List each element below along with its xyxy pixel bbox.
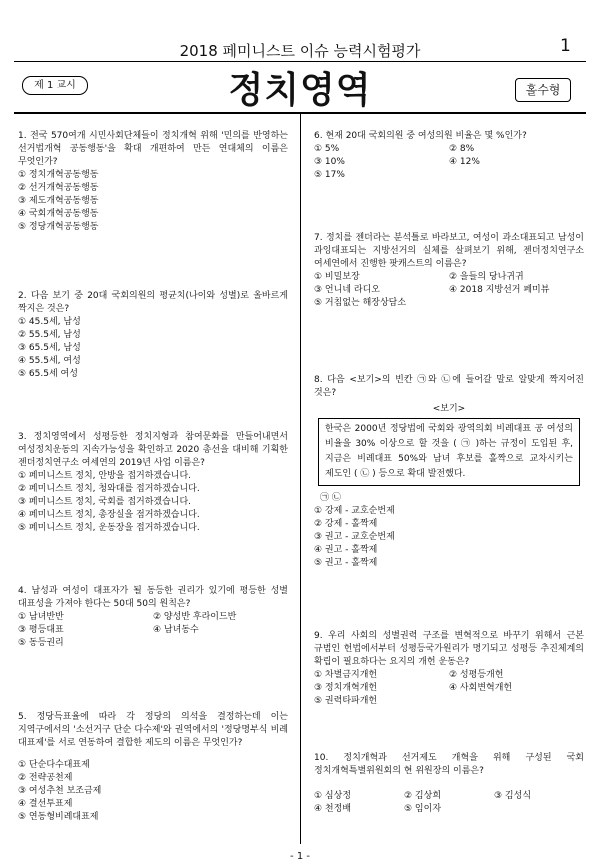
option-2[interactable]: ② 선거개혁공동행동	[18, 183, 99, 193]
option-2[interactable]: ② 전략공천제	[18, 773, 73, 783]
option-5[interactable]: ⑤ 권고 - 홀짝제	[314, 558, 378, 568]
option-3[interactable]: ③ 평등대표	[18, 625, 64, 635]
option-2[interactable]: ② 55.5세, 남성	[18, 330, 81, 340]
question-2	[18, 290, 288, 381]
question-8	[314, 374, 584, 570]
option-5[interactable]: ⑤ 정당개혁공동행동	[18, 222, 99, 232]
subject-title: 정치영역	[228, 70, 372, 111]
option-1[interactable]: ① 페미니스트 정치, 안방을 접거하겠습니다.	[18, 471, 192, 481]
option-1[interactable]: ① 단순다수대표제	[18, 760, 90, 770]
option-1[interactable]: ① 비밀보장	[314, 272, 360, 282]
question-6	[314, 130, 584, 182]
option-3[interactable]: ③ 언니네 라디오	[314, 285, 380, 295]
column-divider	[300, 114, 301, 844]
option-2[interactable]: ② 성평등개헌	[449, 670, 504, 680]
passage-box: 한국은 2000년 정당법에 국회와 광역의회 비례대표 공 여성의 비율을 30% 이상으로 할 것을 ( ㉠ )하는 규정이 도입된 후, 지금은 비례대표 50%와 남녀 후보를 홀짝으로 교차시키는 제도인 ( ㉡ ) 등으로 확대 발전했다.	[318, 418, 580, 486]
option-1[interactable]: ① 차별금지개헌	[314, 670, 378, 680]
option-4[interactable]: ④ 12%	[449, 157, 480, 167]
page-footer: - 1 -	[290, 851, 310, 862]
option-5[interactable]: ⑤ 거침없는 해장상담소	[314, 298, 407, 308]
question-stem: 3. 정치영역에서 성평등한 정치지형과 참여문화를 만들어내면서 여성정치운동의 지속가능성을 확인하고 2020 총선을 대비해 기획한 젠더정치연구소 여세연의 2019년 사업 이름은?	[18, 432, 288, 468]
option-5[interactable]: ⑤ 임이자	[404, 804, 442, 814]
answer-header: ㉠ ㉡	[320, 493, 341, 503]
question-5	[18, 711, 288, 824]
option-4[interactable]: ④ 55.5세, 여성	[18, 356, 81, 366]
question-stem: 1. 전국 570여개 시민사회단체들이 정치개혁 위해 '민의를 반영하는 선거법개혁 공동행동'을 확대 개편하여 만든 연대체의 이름은 무엇인가?	[18, 131, 288, 167]
question-3	[18, 431, 288, 535]
option-5[interactable]: ⑤ 17%	[314, 170, 345, 180]
option-5[interactable]: ⑤ 65.5세 여성	[18, 369, 78, 379]
option-2[interactable]: ② 페미니스트 정치, 청와대를 접거하겠습니다.	[18, 484, 200, 494]
option-3[interactable]: ③ 권고 - 교호순번제	[314, 532, 395, 542]
question-1	[18, 130, 288, 234]
question-10	[314, 752, 584, 816]
option-1[interactable]: ① 심상정	[314, 791, 352, 801]
question-stem: 4. 남성과 여성이 대표자가 될 동등한 권리가 있기에 평등한 성별 대표성을 가져야 한다는 50대 50의 원칙은?	[18, 586, 288, 609]
option-2[interactable]: ② 8%	[449, 144, 475, 154]
question-stem: 2. 다음 보기 중 20대 국회의원의 평균치(나이와 성별)로 올바르게 짝지은 것은?	[18, 291, 288, 314]
page-number: 1	[560, 36, 571, 56]
exam-title: 2018 페미니스트 이슈 능력시험평가	[179, 42, 421, 60]
option-5[interactable]: ⑤ 연동형비례대표제	[18, 812, 99, 822]
question-9	[314, 630, 584, 708]
option-5[interactable]: ⑤ 권력타파개헌	[314, 696, 378, 706]
option-4[interactable]: ④ 페미니스트 정치, 총장실을 점거하겠습니다.	[18, 510, 200, 520]
option-3[interactable]: ③ 65.5세, 남성	[18, 343, 81, 353]
option-1[interactable]: ① 남녀반반	[18, 612, 64, 622]
question-stem: 9. 우리 사회의 성별권력 구조를 변혁적으로 바꾸기 위해서 근본 규범인 헌법에서부터 성평등국가원리가 명기되고 성평등 추진체계의 확립이 필요하다는 요지의 개헌 운동은?	[314, 631, 584, 667]
option-1[interactable]: ① 45.5세, 남성	[18, 317, 81, 327]
question-stem: 10. 정치개혁과 선거제도 개혁을 위해 구성된 국회 정치개혁특별위원회의 현 위원장의 이름은?	[314, 753, 584, 776]
session-badge: 제 1 교시	[22, 76, 88, 95]
option-4[interactable]: ④ 사회변혁개헌	[449, 683, 513, 693]
option-5[interactable]: ⑤ 동등권리	[18, 638, 64, 648]
option-2[interactable]: ② 양성반 후라이드반	[153, 612, 237, 622]
question-7	[314, 232, 584, 310]
option-2[interactable]: ② 강제 - 홀짝제	[314, 519, 378, 529]
option-2[interactable]: ② 을들의 당나귀귀	[449, 272, 524, 282]
question-stem: 7. 정치를 젠더라는 분석틀로 바라보고, 여성이 과소대표되고 남성이 과잉대표되는 지방선거의 실체를 살펴보기 위해, 젠더정치연구소 여세연에서 진행한 팟캐스트의 이름은?	[314, 233, 584, 269]
option-4[interactable]: ④ 2018 지방선거 페미뷰	[449, 285, 550, 295]
option-3[interactable]: ③ 정치개혁개헌	[314, 683, 378, 693]
question-4	[18, 585, 288, 650]
option-1[interactable]: ① 5%	[314, 144, 340, 154]
option-4[interactable]: ④ 국회개혁공동행동	[18, 209, 99, 219]
option-4[interactable]: ④ 결선투표제	[18, 799, 73, 809]
option-5[interactable]: ⑤ 페미니스트 정치, 운동장을 접거하겠습니다.	[18, 523, 200, 533]
option-2[interactable]: ② 김상희	[404, 791, 442, 801]
question-stem: 6. 현재 20대 국회의원 중 여성의원 비율은 몇 %인가?	[314, 131, 527, 141]
question-stem: 5. 정당득표율에 따라 각 정당의 의석을 결정하는데 이는 지역구에서의 '소선거구 단순 다수제'와 권역에서의 '정당명부식 비례 대표제'를 서로 연동하여 결합한 제도의 이름은 무엇인가?	[18, 712, 288, 748]
box-label: <보기>	[432, 404, 466, 414]
option-1[interactable]: ① 강제 - 교호순번제	[314, 506, 395, 516]
option-1[interactable]: ① 정치개혁공동행동	[18, 170, 99, 180]
form-type-badge: 홀수형	[515, 78, 571, 102]
question-stem: 8. 다음 <보기>의 빈칸 ㉠와 ㉡에 들어갈 말로 알맞게 짝지어진 것은?	[314, 375, 584, 398]
option-3[interactable]: ③ 여성추천 보조금제	[18, 786, 102, 796]
option-4[interactable]: ④ 권고 - 홀짝제	[314, 545, 378, 555]
option-4[interactable]: ④ 남녀동수	[153, 625, 199, 635]
option-3[interactable]: ③ 김성식	[494, 791, 532, 801]
option-3[interactable]: ③ 제도개혁공동행동	[18, 196, 99, 206]
option-3[interactable]: ③ 페미니스트 정치, 국회를 접거하겠습니다.	[18, 497, 192, 507]
option-4[interactable]: ④ 천정배	[314, 804, 352, 814]
option-3[interactable]: ③ 10%	[314, 157, 345, 167]
